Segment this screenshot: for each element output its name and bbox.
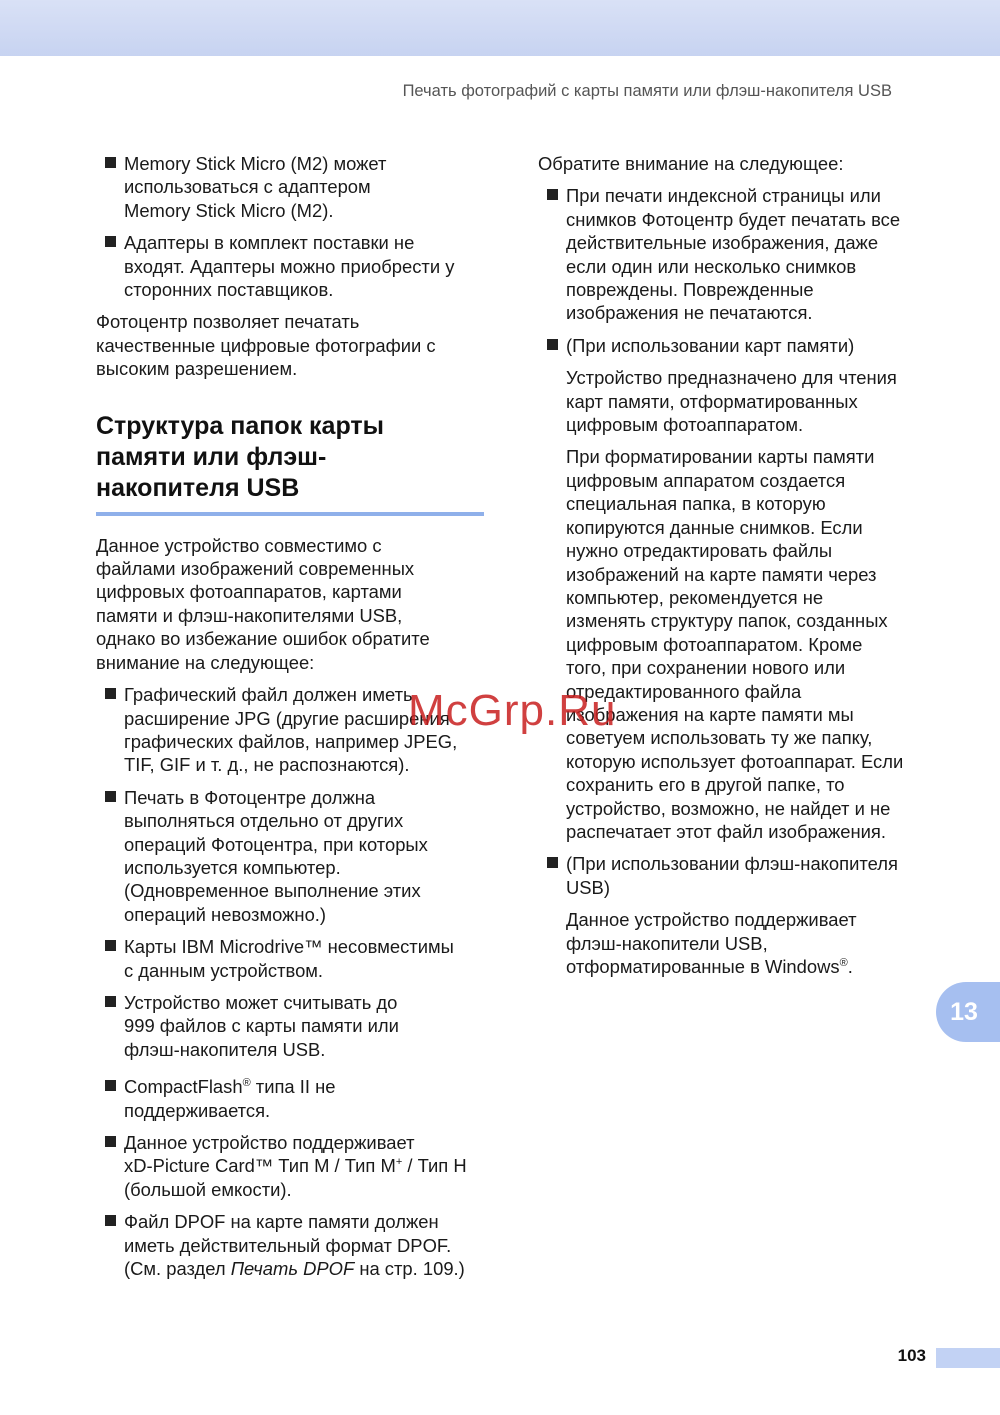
list-item: Графический файл должен иметь расширение JPG (другие расширения графических файлов, например JPEG, TIF, GIF и т. д., не распознаются). [96, 683, 488, 777]
chapter-tab: 13 [936, 982, 1000, 1042]
square-bullet-icon [105, 940, 116, 951]
intro-paragraph: Фотоцентр позволяет печатать качественные цифровые фотографии с высоким разрешением. [96, 311, 436, 380]
square-bullet-icon [105, 157, 116, 168]
list-item: Memory Stick Micro (M2) может использоваться с адаптером Memory Stick Micro (M2). [96, 152, 488, 222]
page-number: 103 [897, 1346, 926, 1365]
section-paragraph: Данное устройство совместимо с файлами изображений современных цифровых фотоаппаратов, картами памяти и флэш-накопителями USB, однако во избежание ошибок обратите внимание на следующее: [96, 534, 430, 673]
square-bullet-icon [105, 996, 116, 1007]
list-item: (При использовании карт памяти) [538, 334, 938, 357]
list-item: При печати индексной страницы или снимков Фотоцентр будет печатать все действительные изображения, даже если один или несколько снимков повреждены. Поврежденные изображения не печатаются. [538, 184, 938, 324]
square-bullet-icon [105, 1215, 116, 1226]
list-item: Адаптеры в комплект поставки не входят. Адаптеры можно приобрести у сторонних поставщиков. [96, 231, 488, 301]
list-item: Устройство может считывать до 999 файлов с карты памяти или флэш-накопителя USB. [96, 991, 488, 1061]
section-title: Структура папок карты памяти или флэш- накопителя USB [96, 411, 385, 502]
list-item: Файл DPOF на карте памяти должен иметь действительный формат DPOF. (См. раздел Печать DPOF на стр. 109.) [96, 1210, 488, 1280]
memory-card-note: Устройство предназначено для чтения карт памяти, отформатированных цифровым фотоаппаратом. [566, 367, 897, 436]
watermark: McGrp.Ru [408, 686, 617, 735]
header-band [0, 0, 1000, 56]
square-bullet-icon [105, 1136, 116, 1147]
list-item: CompactFlash® типа II не поддерживается. [96, 1075, 488, 1122]
usb-note: Данное устройство поддерживает флэш-накопители USB, отформатированные в Windows®. [566, 909, 857, 977]
page-number-band [936, 1348, 1000, 1368]
cross-reference[interactable]: Печать DPOF [230, 1258, 355, 1280]
square-bullet-icon [547, 339, 558, 350]
running-title: Печать фотографий с карты памяти или флэш-накопителя USB [402, 82, 892, 100]
square-bullet-icon [105, 1080, 116, 1091]
square-bullet-icon [547, 857, 558, 868]
square-bullet-icon [105, 791, 116, 802]
square-bullet-icon [105, 236, 116, 247]
section-rule [96, 512, 484, 516]
memory-card-details: При форматировании карты памяти цифровым аппаратом создается специальная папка, в которую копируются данные снимков. Если нужно отредактировать файлы изображений на карте памяти через компьютер, рекомендуется не изменять структуру папок, созданных цифровым фотоаппаратом. Кроме того, при сохранении нового или отредактированного файла изображения на карте памяти мы советуем использовать ту же папку, которую использует фотоаппарат. Если сохранить его в другой папке, то устройство, возможно, не найдет и не распечатает этот файл изображения. [566, 446, 904, 842]
list-item: Печать в Фотоцентре должна выполняться отдельно от других операций Фотоцентра, при которых используется компьютер. (Одновременное выполнение этих операций невозможно.) [96, 786, 488, 926]
square-bullet-icon [105, 688, 116, 699]
list-item: (При использовании флэш-накопителя USB) [538, 852, 938, 899]
right-column [538, 152, 938, 987]
list-item: Данное устройство поддерживает xD-Picture Card™ Тип M / Тип M+ / Тип H (большой емкости). [96, 1131, 488, 1201]
lead-paragraph: Обратите внимание на следующее: [538, 153, 844, 174]
list-item: Карты IBM Microdrive™ несовместимы с данным устройством. [96, 935, 488, 982]
square-bullet-icon [547, 189, 558, 200]
